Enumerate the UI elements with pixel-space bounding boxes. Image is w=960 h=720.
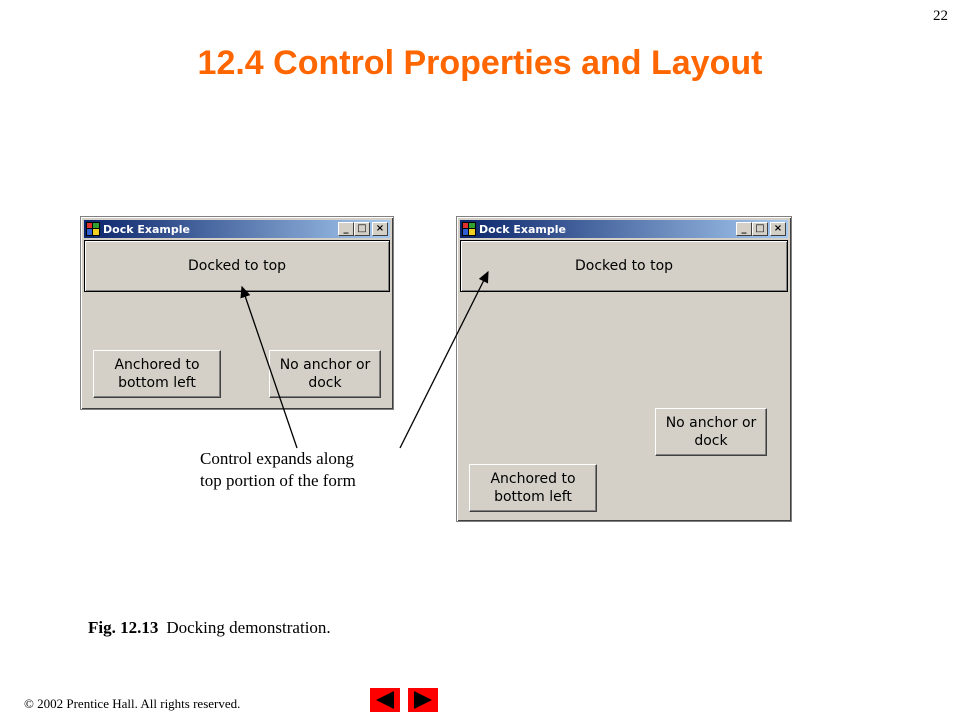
window-title: Dock Example [103, 222, 190, 236]
left-triangle-icon [370, 688, 400, 712]
arrow-to-large-window [400, 272, 488, 448]
arrow-to-small-window [242, 287, 297, 448]
figure-caption [88, 618, 331, 638]
previous-slide-button[interactable] [370, 688, 400, 712]
maximize-button[interactable]: □ [752, 222, 768, 236]
anchored-bottom-left-button[interactable]: Anchored to bottom left [93, 350, 221, 398]
anchored-bottom-left-button[interactable]: Anchored to bottom left [469, 464, 597, 512]
maximize-button[interactable]: □ [354, 222, 370, 236]
docked-to-top-button[interactable]: Docked to top [84, 240, 390, 292]
close-button[interactable]: × [372, 222, 388, 236]
no-anchor-button[interactable]: No anchor or dock [655, 408, 767, 456]
slide-title: 12.4 Control Properties and Layout [197, 44, 763, 82]
close-button[interactable]: × [770, 222, 786, 236]
next-slide-button[interactable] [408, 688, 438, 712]
docked-to-top-button[interactable]: Docked to top [460, 240, 788, 292]
minimize-button[interactable]: _ [736, 222, 752, 236]
right-triangle-icon [408, 688, 438, 712]
figure-number: Fig. 12.13 [88, 618, 159, 637]
minimize-button[interactable]: _ [338, 222, 354, 236]
no-anchor-button[interactable]: No anchor or dock [269, 350, 381, 398]
copyright-notice: © 2002 Prentice Hall. All rights reserved. [24, 696, 241, 711]
callout-text [200, 448, 356, 492]
callout-line-1: Control expands along [200, 449, 354, 468]
page-number: 22 [933, 8, 948, 24]
window-title: Dock Example [479, 222, 566, 236]
figure-caption-text: Docking demonstration. [166, 618, 331, 637]
callout-line-2: top portion of the form [200, 471, 356, 490]
